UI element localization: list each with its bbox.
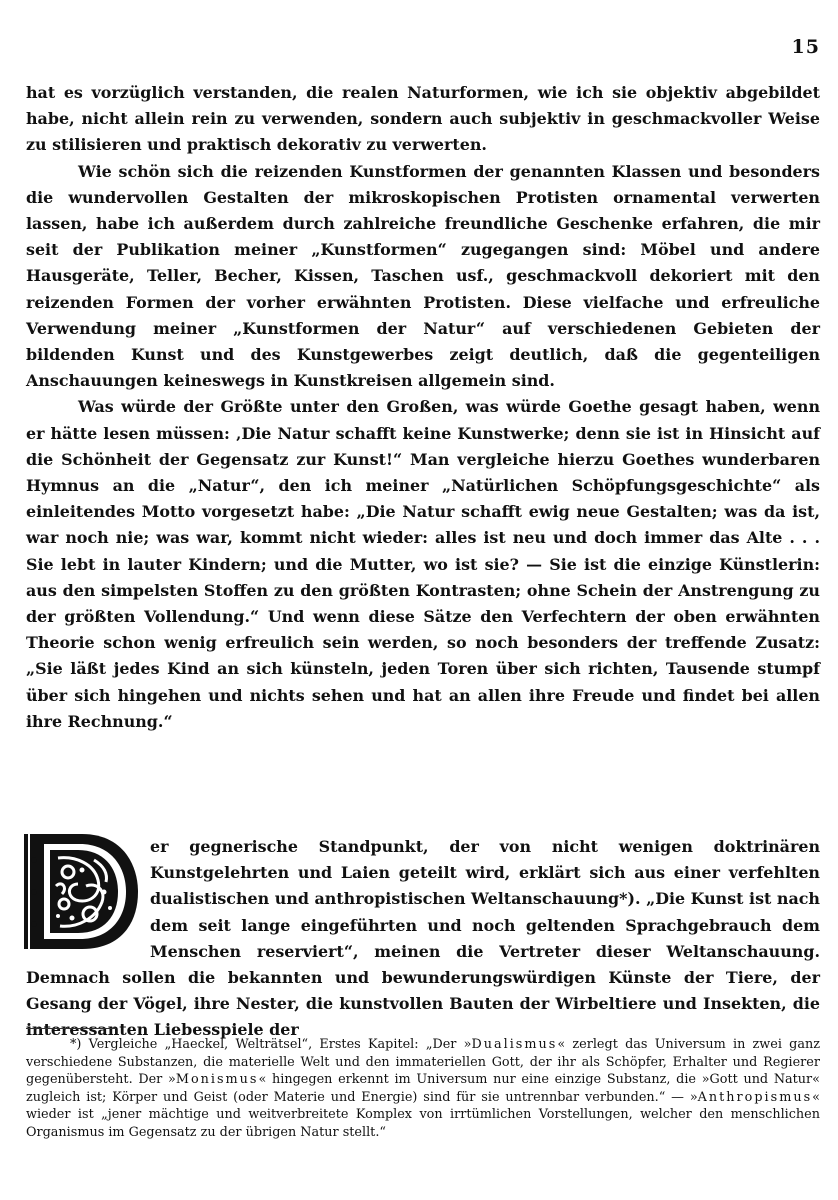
footnote-term-anthropismus: Anthropismus	[697, 1089, 813, 1105]
paragraph-2: Wie schön sich die reizenden Kunstformen der genannten Klassen und besonders die wundervollen Gestalten der mikroskopischen Protisten ornamental verwerten lassen, habe ich außerdem durch zahlreiche freundliche Geschenke erfahren, die mir seit der Publikation meiner „Kunstformen“ zugegangen sind: Möbel und andere Hausgeräte, Teller, Becher, Kissen, Taschen usf., geschmackvoll dekoriert mit den reizenden Formen der vorher erwähnten Protisten. Diese vielfache und erfreuliche Verwendung meiner „Kunstformen der Natur“ auf verschiedenen Gebieten der bildenden Kunst und des Kunstgewerbes zeigt deutlich, daß die gegenteiligen Anschauungen keineswegs in Kunstkreisen allgemein sind.	[26, 161, 820, 391]
footnote-term-monismus: Monismus	[175, 1072, 259, 1088]
page-number: 15	[791, 36, 820, 58]
footnote-text-a: *) Vergleiche „Haeckel, Welträtsel“, Erstes Kapitel: „Der »	[70, 1037, 472, 1052]
paragraph-1: hat es vorzüglich verstanden, die realen Naturformen, wie ich sie objektiv abgebildet habe, nicht allein rein zu verwenden, sondern auch subjektiv in geschmackvoller Weise zu stilisieren und praktisch dekorativ zu verwerten.	[26, 83, 820, 155]
ornamental-dropcap	[24, 830, 142, 953]
section-1	[26, 80, 820, 735]
footnote	[26, 1036, 820, 1142]
footnote-rule	[26, 1028, 116, 1029]
footnote-text-c: « hingegen erkennt im Universum nur eine einzige Substanz, die »Gott und Natur« zugleich ist; Körper und Geist (oder Materie und Energie) sind für sie untrennbar verbunden.“ — »	[26, 1072, 820, 1105]
section-2-text: er gegnerische Standpunkt, der von nicht wenigen doktrinären Kunstgelehrten und Laien geteilt wird, erklärt sich aus einer verfehlten dualistischen und anthropistischen Weltanschauung*). „Die Kunst ist nach dem seit lange eingeführten und noch geltenden Sprachgebrauch dem Menschen reserviert“, meinen die Vertreter dieser Weltanschauung. Demnach sollen die bekannten und bewunderungswürdigen Künste der Tiere, der Gesang der Vögel, ihre Nester, die kunstvollen Bauten der Wirbeltiere und Insekten, die interessanten Liebesspiele der	[26, 837, 820, 1040]
footnote-term-dualismus: Dualismus	[471, 1037, 558, 1052]
footnote-paragraph	[26, 1036, 820, 1142]
footnote-text-d: « wieder ist „jener mächtige und weitverbreitete Komplex von irrtümlichen Vorstellungen, welcher den menschlichen Organismus im Gegensatz zu der übrigen Natur stellt.“	[26, 1089, 820, 1140]
paragraph-3: Was würde der Größte unter den Großen, was würde Goethe gesagt haben, wenn er hätte lesen müssen: ‚Die Natur schafft keine Kunstwerke; denn sie ist in Hinsicht auf die Schönheit der Gegensatz zur Kunst!“ Man vergleiche hierzu Goethes wunderbaren Hymnus an die „Natur“, den ich meiner „Natürlichen Schöpfungsgeschichte“ als einleitendes Motto vorgesetzt habe: „Die Natur schafft ewig neue Gestalten; was da ist, war noch nie; was war, kommt nicht wieder: alles ist neu und doch immer das Alte . . . Sie lebt in lauter Kindern; und die Mutter, wo ist sie? — Sie ist die einzige Künstlerin: aus den simpelsten Stoffen zu den größten Kontrasten; ohne Schein der Anstrengung zu der größten Vollendung.“ Und wenn diese Sätze den Verfechtern der oben erwähnten Theorie schon wenig erfreulich sein werden, so noch besonders der treffende Zusatz: „Sie läßt jedes Kind an sich künsteln, jeden Toren über sich richten, Tausende stumpf über sich hingehen und nichts sehen und hat an allen ihre Freude und findet bei allen ihre Rechnung.“	[26, 397, 820, 731]
footnote-text-b: « zerlegt das Universum in zwei ganz verschiedene Substanzen, die materielle Welt und den immateriellen Gott, der ihr als Schöpfer, Erhalter und Regierer gegenübersteht. Der »	[26, 1037, 820, 1088]
section-2	[26, 834, 820, 1044]
